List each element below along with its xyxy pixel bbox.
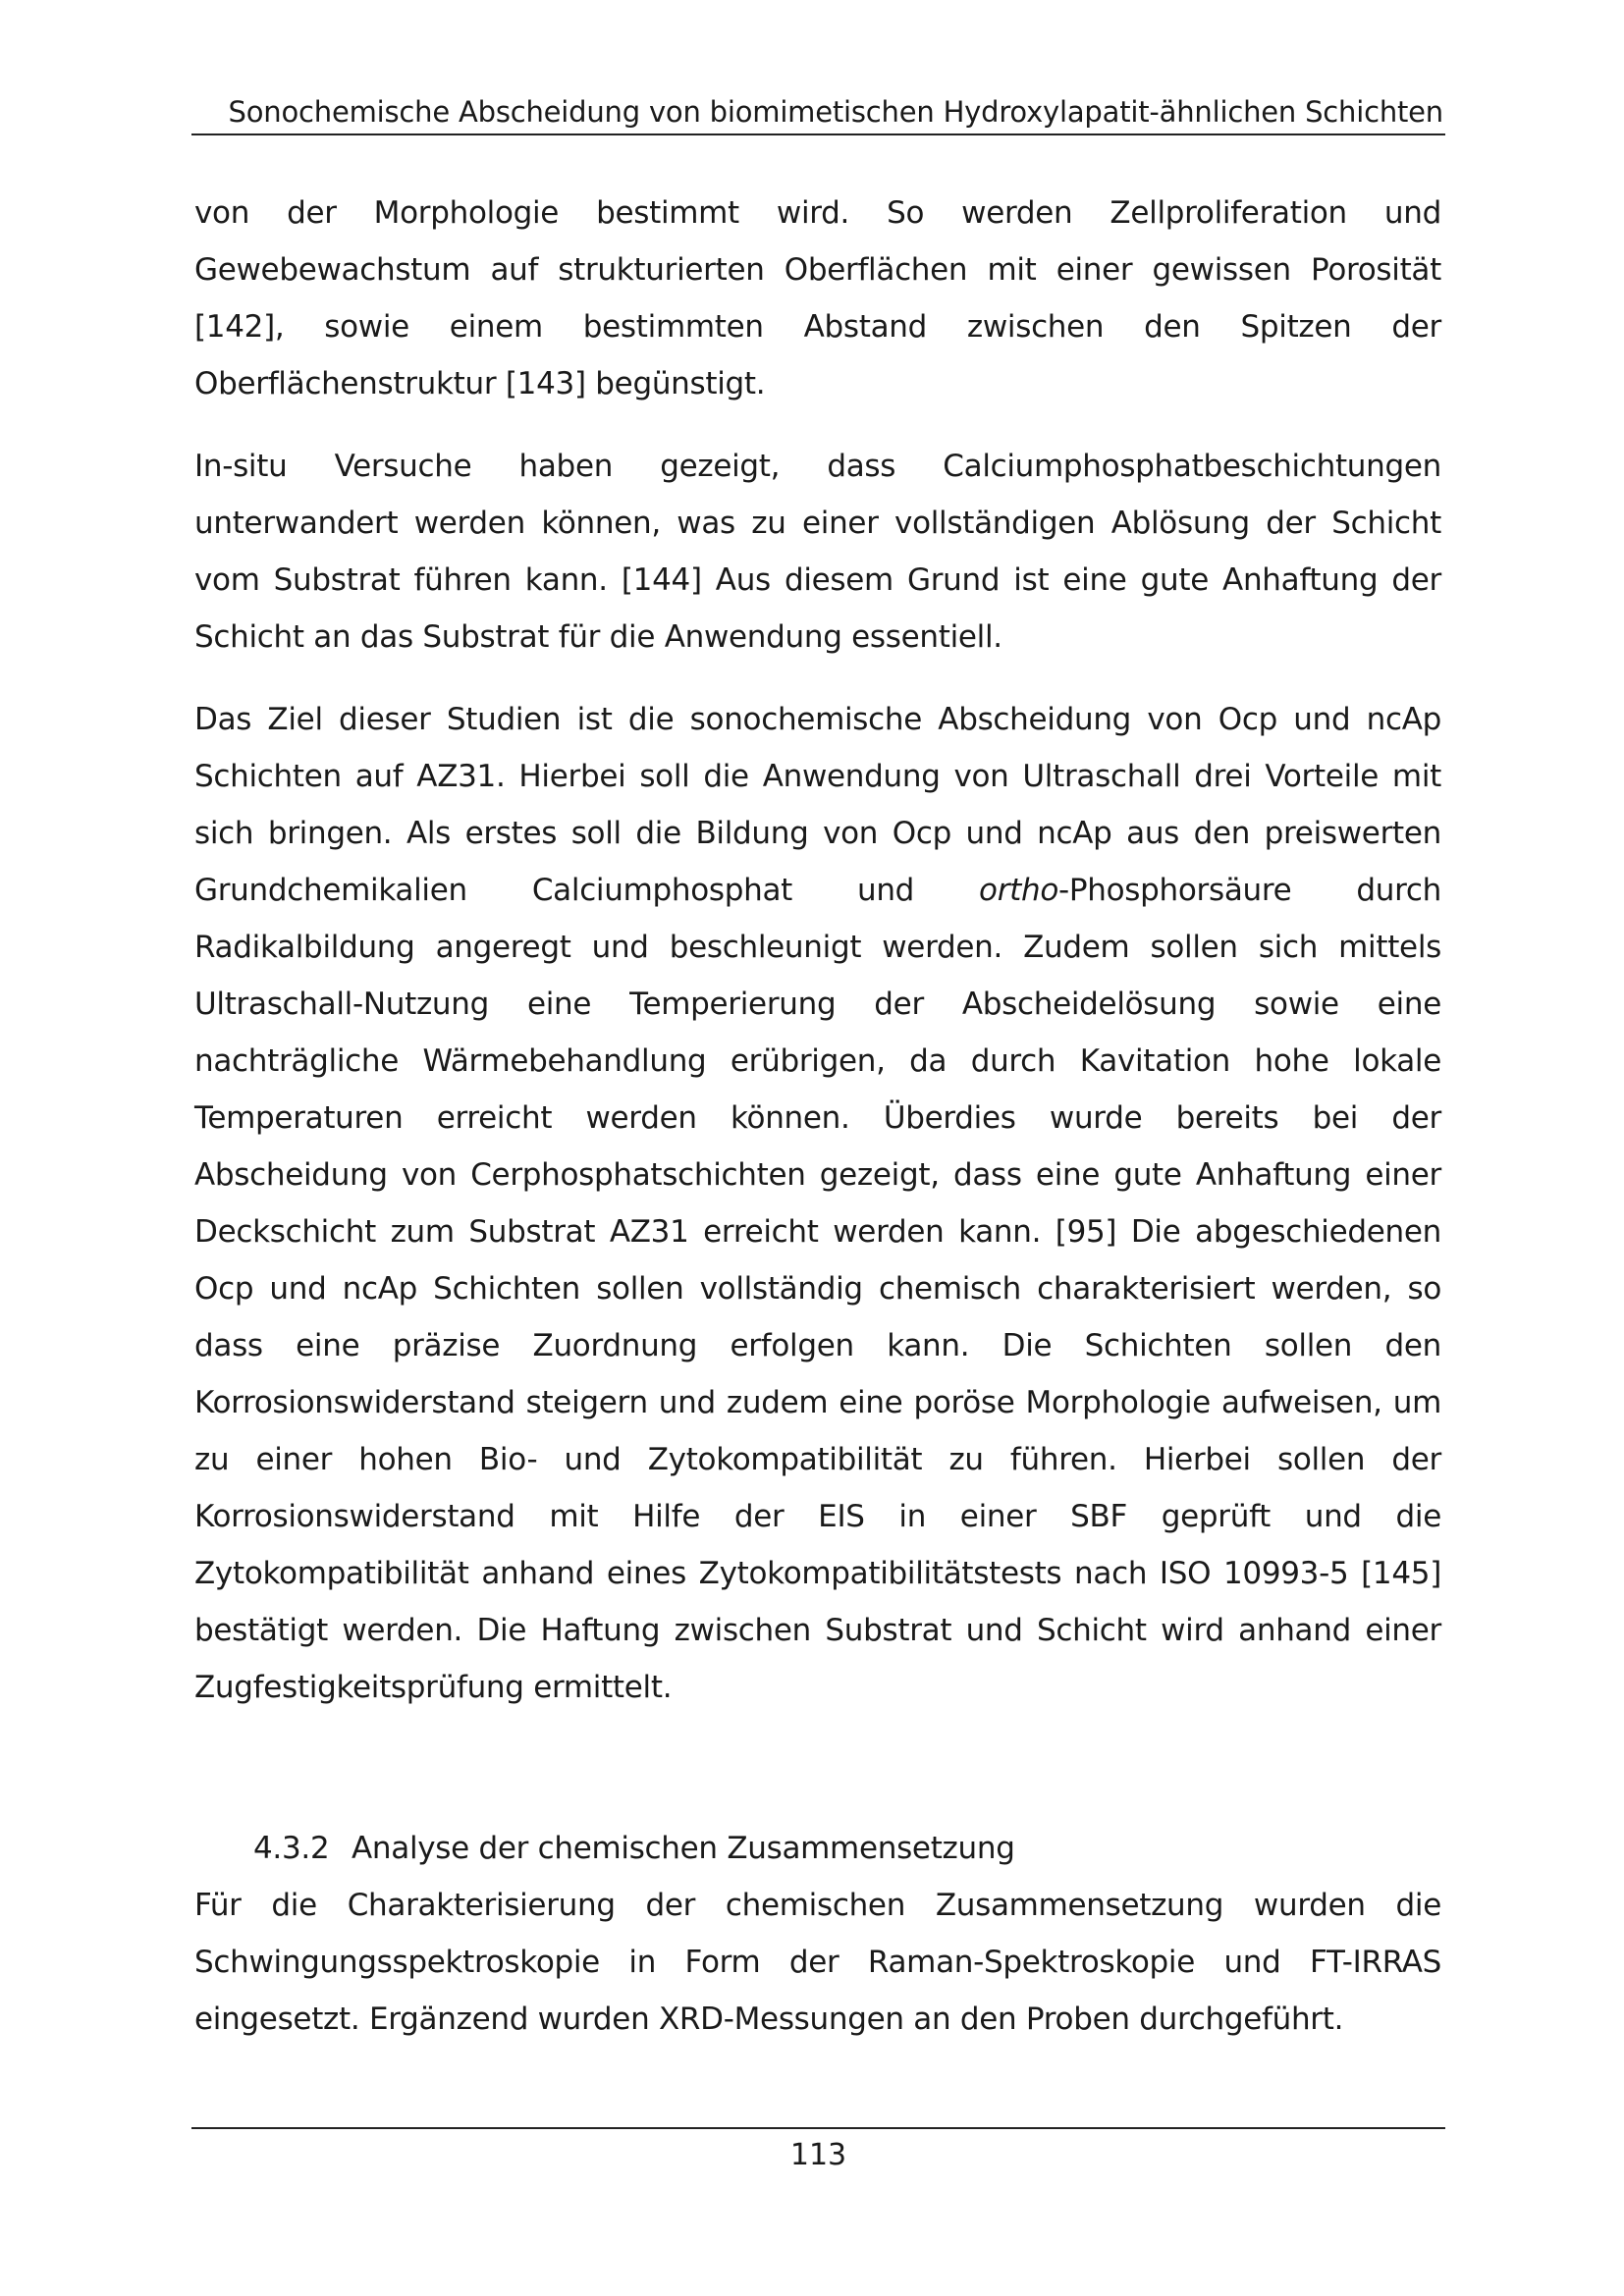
paragraph-characterization: Für die Charakterisierung der chemischen Zusammensetzung wurden die Schwingungsspektroskopie in Form der Raman-Spektroskopie und FT-IRRAS eingesetzt. Ergänzend wurden XRD-Messungen an den Proben durchgeführt. (194, 1888, 1441, 2037)
paragraph-in-situ: In-situ Versuche haben gezeigt, dass Calciumphosphatbeschichtungen unterwandert werden können, was zu einer vollständigen Ablösung der Schicht vom Substrat führen kann. [144] Aus diesem Grund ist eine gute Anhaftung der Schicht an das Substrat für die Anwendung essentiell. (194, 449, 1441, 655)
footer-rule (191, 2127, 1445, 2129)
paragraph-morphology: von der Morphologie bestimmt wird. So werden Zellproliferation und Gewebewachstum auf strukturierten Oberflächen mit einer gewissen Porosität [142], sowie einem bestimmten Abstand zwischen den Spitzen der Oberflächenstruktur [143] begünstigt. (194, 195, 1441, 401)
header-rule (191, 133, 1445, 135)
paragraph-study-goal (194, 691, 1441, 1716)
section-number: 4.3.2 (253, 1831, 330, 1866)
body-text (194, 185, 1441, 2048)
paragraph-study-goal-part1: Das Ziel dieser Studien ist die sonochemische Abscheidung von Ocp und ncAp Schichten auf AZ31. Hierbei soll die Anwendung von Ultraschall drei Vorteile mit sich bringen. Als erstes soll die Bildung von Ocp und ncAp aus den preiswerten Grundchemikalien Calciumphosphat und (194, 702, 1441, 908)
italic-ortho: ortho (979, 873, 1059, 908)
section-title: Analyse der chemischen Zusammensetzung (352, 1831, 1015, 1866)
section-heading (194, 1820, 1441, 1877)
paragraph-study-goal-part2: -Phosphorsäure durch Radikalbildung angeregt und beschleunigt werden. Zudem sollen sich mittels Ultraschall-Nutzung eine Temperierung der Abscheidelösung sowie eine nachträgliche Wärmebehandlung erübrigen, da durch Kavitation hohe lokale Temperaturen erreicht werden können. Überdies wurde bereits bei der Abscheidung von Cerphosphatschichten gezeigt, dass eine gute Anhaftung einer Deckschicht zum Substrat AZ31 erreicht werden kann. [95] Die abgeschiedenen Ocp und ncAp Schichten sollen vollständig chemisch charakterisiert werden, so dass eine präzise Zuordnung erfolgen kann. Die Schichten sollen den Korrosionswiderstand steigern und zudem eine poröse Morphologie aufweisen, um zu einer hohen Bio- und Zytokompatibilität zu führen. Hierbei sollen der Korrosionswiderstand mit Hilfe der EIS in einer SBF geprüft und die Zytokompatibilität anhand eines Zytokompatibilitätstests nach ISO 10993-5 [145] bestätigt werden. Die Haftung zwischen Substrat und Schicht wird anhand einer Zugfestigkeitsprüfung ermittelt. (194, 873, 1441, 1705)
page-number: 113 (789, 2138, 847, 2172)
running-header: Sonochemische Abscheidung von biomimetischen Hydroxylapatit-ähnlichen Schichten (228, 95, 1443, 129)
